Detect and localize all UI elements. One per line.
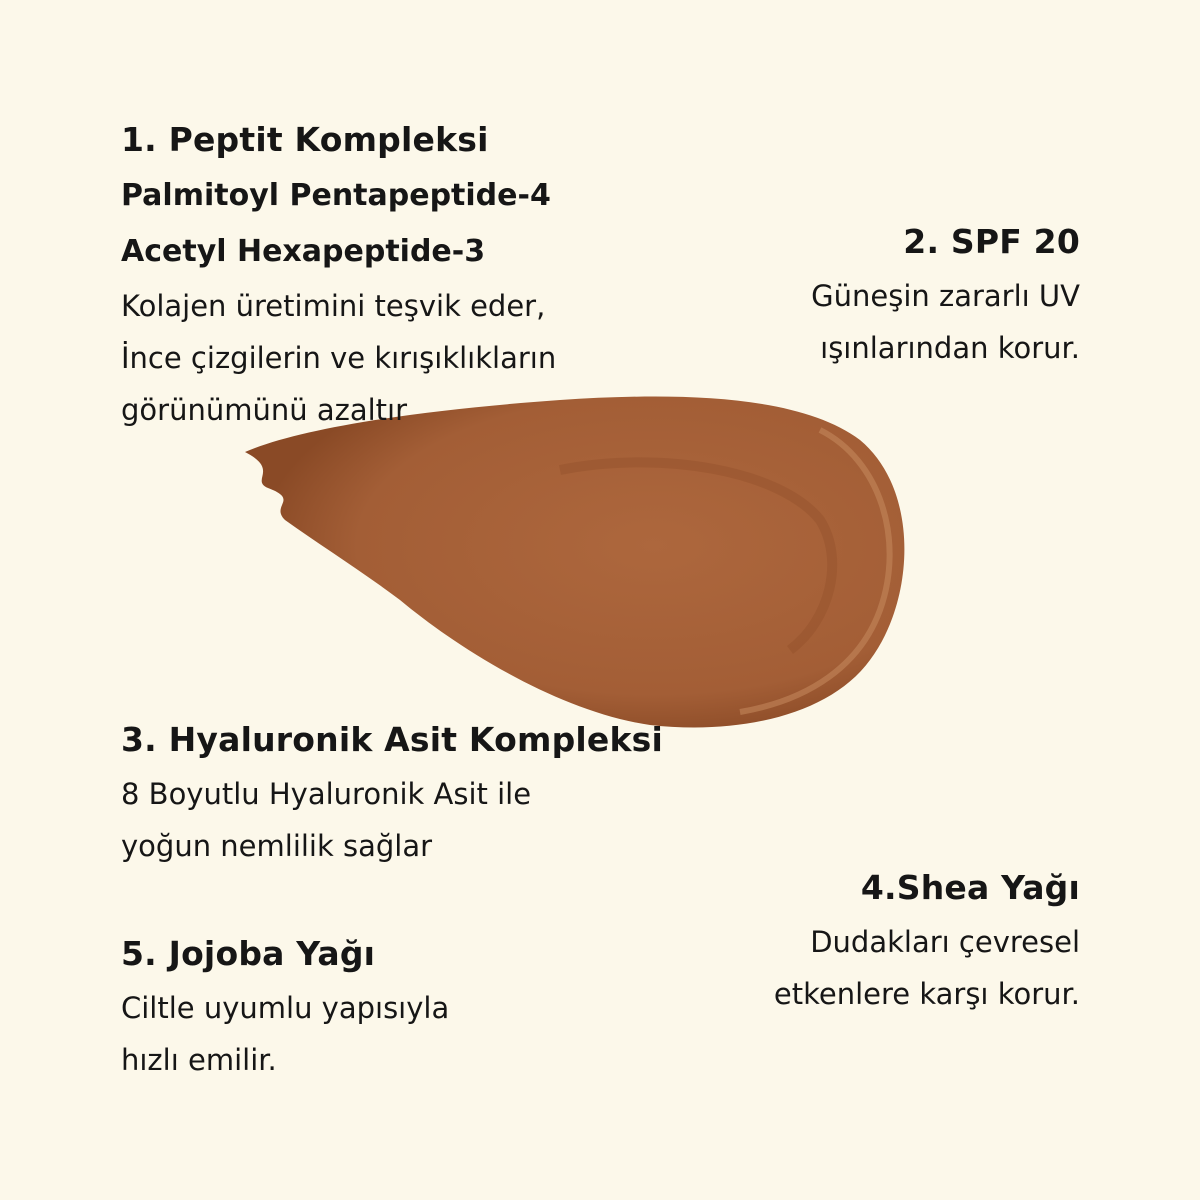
ingredient-peptide [121,112,556,436]
ingredient-description: hızlı emilir. [121,1043,277,1077]
ingredient-shea [774,860,1080,1020]
swatch-shape [245,397,904,728]
ingredient-spf [811,214,1080,374]
ingredient-description: 8 Boyutlu Hyaluronik Asit ile [121,777,532,811]
ingredient-title: 1. Peptit Kompleksi [121,120,489,159]
ingredient-description: Ciltle uyumlu yapısıyla [121,991,450,1025]
ingredient-description: İnce çizgilerin ve kırışıklıkların [121,341,557,375]
ingredient-subtitle: Acetyl Hexapeptide-3 [121,234,486,269]
ingredient-subtitle: Palmitoyl Pentapeptide-4 [121,178,551,213]
ingredient-description: Güneşin zararlı UV [811,279,1080,313]
ingredient-hyaluronic [121,712,663,872]
ingredient-description: Kolajen üretimini teşvik eder, [121,289,546,323]
ingredient-title: 4.Shea Yağı [860,868,1080,907]
ingredient-title: 3. Hyaluronik Asit Kompleksi [121,720,663,759]
ingredient-title: 2. SPF 20 [903,222,1080,261]
ingredient-description: ışınlarından korur. [820,331,1080,365]
ingredient-description: etkenlere karşı korur. [773,977,1080,1011]
ingredient-description: görünümünü azaltır [121,393,407,427]
ingredient-description: yoğun nemlilik sağlar [121,829,433,863]
ingredient-jojoba [121,926,449,1086]
ingredient-description: Dudakları çevresel [810,925,1080,959]
ingredient-title: 5. Jojoba Yağı [121,934,376,973]
